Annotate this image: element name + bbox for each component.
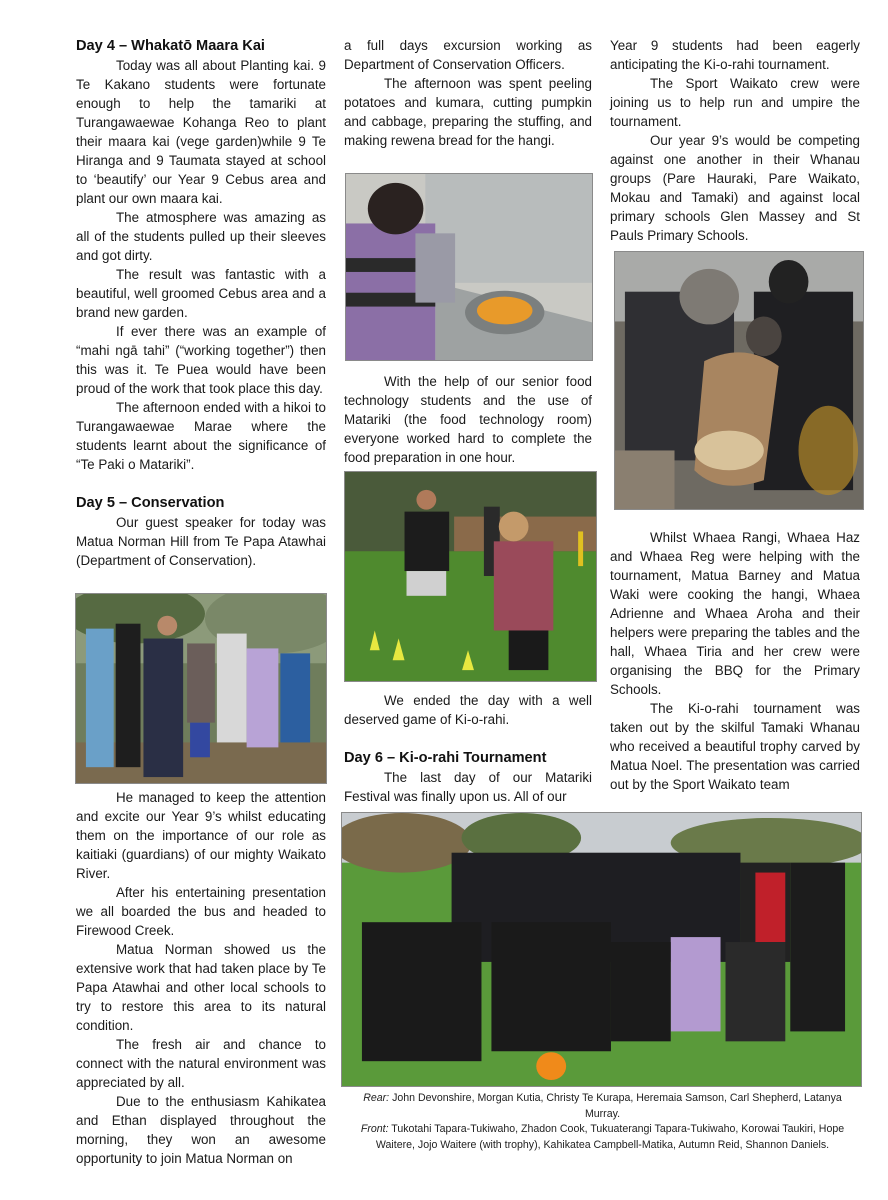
body-paragraph: With the help of our senior food technology students and the use of Matariki (the food technology room) everyone worked hard to complete the food preparation in one hour. bbox=[344, 374, 592, 465]
day4-paragraph: The afternoon ended with a hikoi to Turangawaewae Marae where the students learnt about the significance of “Te Paki o Matariki”. bbox=[76, 400, 326, 472]
photo-team-group bbox=[341, 812, 862, 1087]
body-paragraph: Year 9 students had been eagerly anticipating the Ki-o-rahi tournament. bbox=[610, 38, 860, 72]
day5-paragraph: The fresh air and chance to connect with the natural environment was appreciated by all. bbox=[76, 1037, 326, 1090]
day4-paragraph: The atmosphere was amazing as all of the students pulled up their sleeves and got dirty. bbox=[76, 210, 326, 263]
photo-conservation-group bbox=[75, 593, 327, 784]
day5-paragraph: After his entertaining presentation we all boarded the bus and headed to Firewood Creek. bbox=[76, 885, 326, 938]
day4-paragraph: If ever there was an example of “mahi ngā tahi” (“working together”) then this was it. Te Puea would have been proud of the work that took place this day. bbox=[76, 324, 326, 396]
body-paragraph: Our year 9’s would be competing against one another in their Whanau groups (Pare Hauraki, Pare Waikato, Mokau and Tamaki) and against local primary schools Glen Massey and St Pauls Primary Schools. bbox=[610, 133, 860, 243]
photo-ki-o-rahi-game bbox=[344, 471, 597, 682]
day4-paragraph: The result was fantastic with a beautiful, well groomed Cebus area and a brand new garden. bbox=[76, 267, 326, 320]
day4-heading: Day 4 – Whakatō Maara Kai bbox=[76, 38, 265, 54]
caption-front bbox=[345, 1122, 860, 1153]
caption-rear-label: Rear: bbox=[363, 1092, 390, 1104]
column-3 bbox=[610, 36, 860, 245]
column-1-lower bbox=[76, 788, 326, 1168]
body-paragraph: We ended the day with a well deserved game of Ki-o-rahi. bbox=[344, 693, 592, 727]
day5-paragraph: Matua Norman showed us the extensive work that had taken place by Te Papa Atawhai and other local schools to try to restore this area to its natural condition. bbox=[76, 942, 326, 1033]
column-2 bbox=[344, 36, 592, 150]
day5-paragraph: He managed to keep the attention and excite our Year 9’s whilst educating them on the importance of our role as kaitiaki (guardians) of our mighty Waikato River. bbox=[76, 790, 326, 881]
caption-rear bbox=[345, 1091, 860, 1122]
column-2-mid bbox=[344, 372, 592, 467]
caption-rear-names: John Devonshire, Morgan Kutia, Christy Te Kurapa, Heremaia Samson, Carl Shepherd, Latanya Murray. bbox=[389, 1092, 842, 1120]
body-paragraph: The afternoon was spent peeling potatoes and kumara, cutting pumpkin and cabbage, preparing the stuffing, and making rewena bread for the hangi. bbox=[344, 76, 592, 148]
body-paragraph: a full days excursion working as Department of Conservation Officers. bbox=[344, 38, 592, 72]
body-paragraph: The Ki-o-rahi tournament was taken out by the skilful Tamaki Whanau who received a beautiful trophy carved by Matua Noel. The presentation was carried out by the Sport Waikato team bbox=[610, 701, 860, 792]
photo-food-preparation bbox=[345, 173, 593, 361]
day5-paragraph: Our guest speaker for today was Matua Norman Hill from Te Papa Atawhai (Department of Conservation). bbox=[76, 515, 326, 568]
column-3-lower bbox=[610, 528, 860, 794]
photo-caption bbox=[345, 1091, 860, 1153]
photo-hangi-cooking bbox=[614, 251, 864, 510]
caption-front-names: Tukotahi Tapara-Tukiwaho, Zhadon Cook, Tukuaterangi Tapara-Tukiwaho, Korowai Taukiri, Hope Waitere, Jojo Waitere (with trophy), Kahikatea Campbell-Matika, Autumn Reid, Shannon Daniels. bbox=[375, 1123, 845, 1151]
body-paragraph: Whilst Whaea Rangi, Whaea Haz and Whaea Reg were helping with the tournament, Matua Barney and Matua Waki were cooking the hangi, Whaea Adrienne and Whaea Aroha and their helpers were preparing the tables and the hall, Whaea Tiria and her crew were organising the BBQ for the Primary Schools. bbox=[610, 530, 860, 697]
day6-heading: Day 6 – Ki-o-rahi Tournament bbox=[344, 750, 547, 766]
day5-paragraph: Due to the enthusiasm Kahikatea and Ethan displayed throughout the morning, they won an awesome opportunity to join Matua Norman on bbox=[76, 1094, 326, 1166]
body-paragraph: The Sport Waikato crew were joining us to help run and umpire the tournament. bbox=[610, 76, 860, 129]
column-1 bbox=[76, 36, 326, 570]
day5-heading: Day 5 – Conservation bbox=[76, 495, 225, 511]
body-paragraph: The last day of our Matariki Festival was finally upon us. All of our bbox=[344, 770, 592, 804]
caption-front-label: Front: bbox=[360, 1123, 389, 1136]
column-2-lower bbox=[344, 691, 592, 806]
day4-paragraph: Today was all about Planting kai. 9 Te Kakano students were fortunate enough to help the tamariki at Turangawaewae Kohanga Reo to plant their maara kai (vege garden)while 9 Te Hiranga and 9 Taumata stayed at school to ‘beautify’ our Year 9 Cebus area and plant our own maara kai. bbox=[76, 58, 326, 206]
